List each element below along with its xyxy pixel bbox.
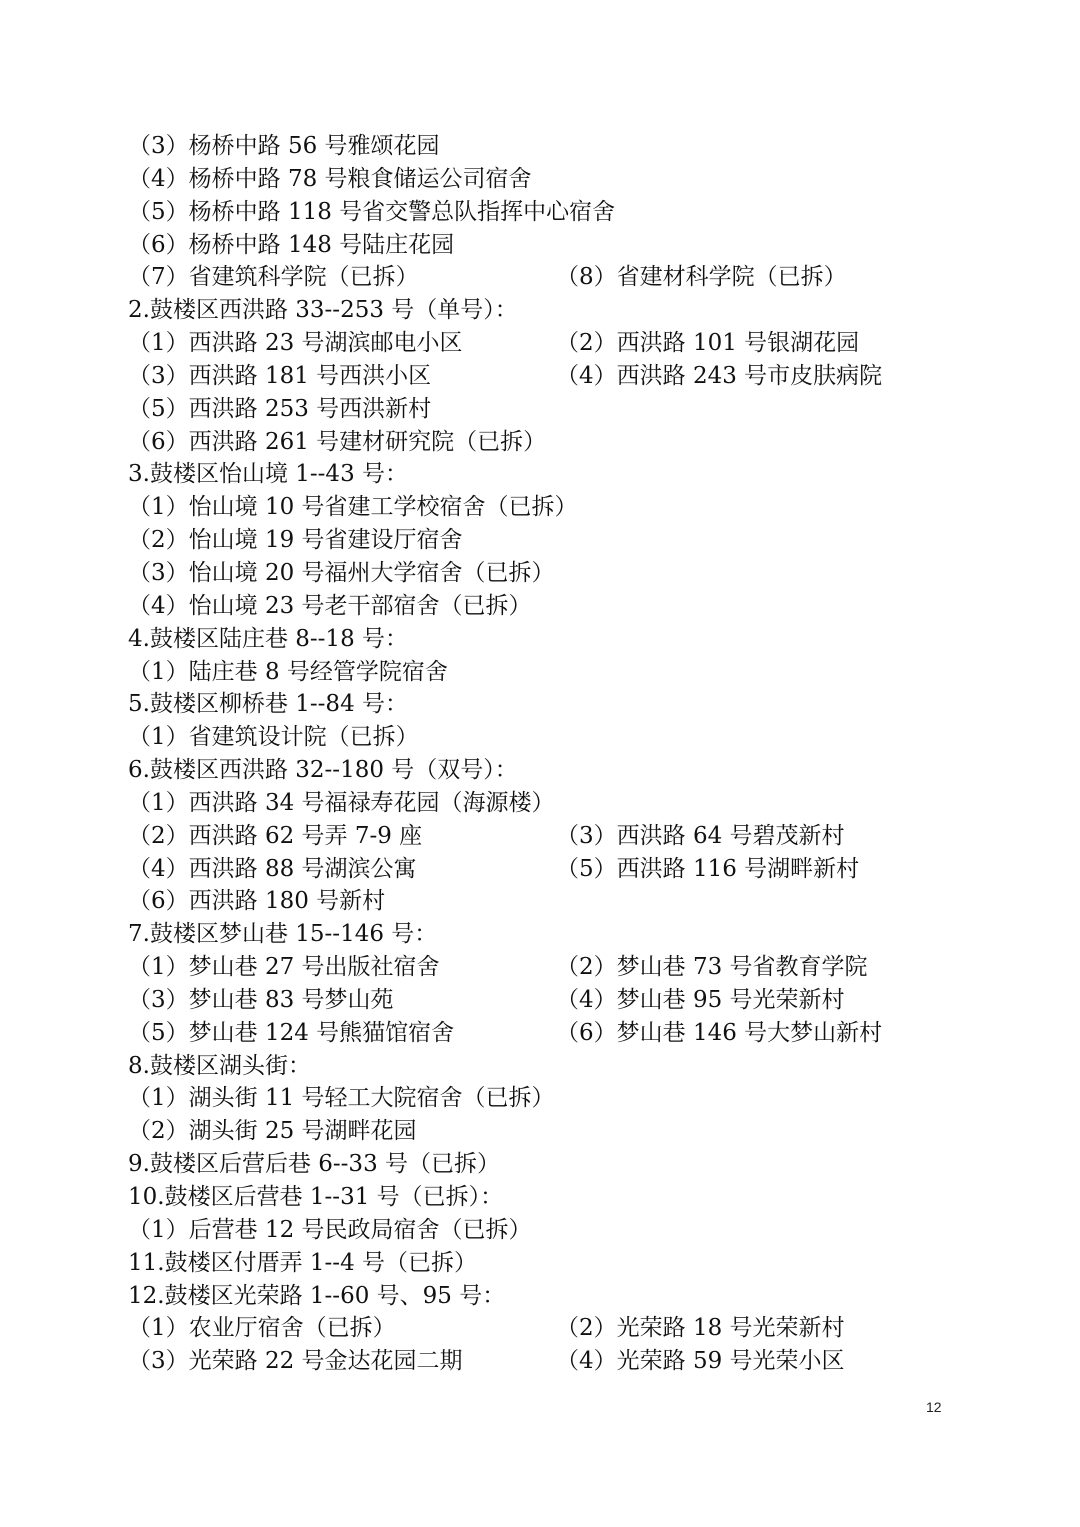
line-text: （1）后营巷 12 号民政局宿舍（已拆） bbox=[128, 1216, 532, 1243]
document-line bbox=[128, 656, 948, 689]
line-text-right-column: （4）西洪路 243 号市皮肤病院 bbox=[556, 362, 883, 389]
line-text: 2.鼓楼区西洪路 33--253 号（单号）： bbox=[128, 297, 518, 324]
line-text: 8.鼓楼区湖头街： bbox=[128, 1052, 311, 1079]
line-text: 12.鼓楼区光荣路 1--60 号、95 号： bbox=[128, 1282, 506, 1309]
document-line bbox=[128, 885, 948, 918]
document-line bbox=[128, 393, 948, 426]
document-line bbox=[128, 623, 948, 656]
line-text: 6.鼓楼区西洪路 32--180 号（双号）： bbox=[128, 757, 518, 784]
document-line bbox=[128, 754, 948, 787]
line-text-right-column: （5）西洪路 116 号湖畔新村 bbox=[556, 855, 860, 882]
document-line bbox=[128, 426, 948, 459]
document-line bbox=[128, 557, 948, 590]
line-text: （6）西洪路 180 号新村 bbox=[128, 888, 386, 915]
page-number: 12 bbox=[926, 1399, 942, 1415]
line-text: 11.鼓楼区付厝弄 1--4 号（已拆） bbox=[128, 1249, 478, 1276]
line-text: （7）省建筑科学院（已拆） bbox=[128, 264, 419, 291]
document-line bbox=[128, 1181, 948, 1214]
line-text: （3）怡山境 20 号福州大学宿舍（已拆） bbox=[128, 559, 555, 586]
document-line bbox=[128, 820, 948, 853]
document-line bbox=[128, 1148, 948, 1181]
line-text: （5）梦山巷 124 号熊猫馆宿舍 bbox=[128, 1019, 455, 1046]
line-text: （3）西洪路 181 号西洪小区 bbox=[128, 362, 432, 389]
document-line bbox=[128, 163, 948, 196]
document-line bbox=[128, 327, 948, 360]
document-line bbox=[128, 1345, 948, 1378]
document-line bbox=[128, 787, 948, 820]
line-text: （3）杨桥中路 56 号雅颂花园 bbox=[128, 133, 440, 159]
line-text-right-column: （2）梦山巷 73 号省教育学院 bbox=[556, 954, 868, 981]
line-text-right-column: （2）西洪路 101 号银湖花园 bbox=[556, 330, 860, 357]
document-line bbox=[128, 1115, 948, 1148]
document-line bbox=[128, 951, 948, 984]
line-text: （1）西洪路 34 号福禄寿花园（海源楼） bbox=[128, 789, 555, 816]
line-text: （1）陆庄巷 8 号经管学院宿舍 bbox=[128, 658, 448, 685]
line-text: 4.鼓楼区陆庄巷 8--18 号： bbox=[128, 625, 409, 652]
document-line bbox=[128, 1312, 948, 1345]
line-text: （5）杨桥中路 118 号省交警总队指挥中心宿舍 bbox=[128, 198, 616, 225]
document-line bbox=[128, 229, 948, 262]
document-line bbox=[128, 196, 948, 229]
document-line bbox=[128, 294, 948, 327]
line-text-right-column: （3）西洪路 64 号碧茂新村 bbox=[556, 822, 845, 849]
line-text: （2）西洪路 62 号弄 7-9 座 bbox=[128, 822, 423, 849]
line-text: 10.鼓楼区后营巷 1--31 号（已拆）： bbox=[128, 1184, 504, 1210]
line-text: （1）西洪路 23 号湖滨邮电小区 bbox=[128, 330, 463, 357]
document-line bbox=[128, 458, 948, 491]
document-line bbox=[128, 360, 948, 393]
document-line bbox=[128, 1214, 948, 1247]
line-text: （4）西洪路 88 号湖滨公寓 bbox=[128, 855, 417, 882]
line-text: （4）杨桥中路 78 号粮食储运公司宿舍 bbox=[128, 165, 532, 192]
line-text: 3.鼓楼区怡山境 1--43 号： bbox=[128, 461, 409, 488]
document-line bbox=[128, 1017, 948, 1050]
line-text-right-column: （6）梦山巷 146 号大梦山新村 bbox=[556, 1019, 883, 1046]
document-line bbox=[128, 261, 948, 294]
line-text: （5）西洪路 253 号西洪新村 bbox=[128, 395, 432, 422]
line-text-right-column: （4）光荣路 59 号光荣小区 bbox=[556, 1348, 845, 1375]
line-text: 5.鼓楼区柳桥巷 1--84 号： bbox=[128, 691, 409, 718]
document-line bbox=[128, 853, 948, 886]
line-text: （1）怡山境 10 号省建工学校宿舍（已拆） bbox=[128, 494, 578, 521]
line-text: （3）光荣路 22 号金达花园二期 bbox=[128, 1348, 463, 1375]
line-text: （1）梦山巷 27 号出版社宿舍 bbox=[128, 954, 440, 981]
line-text: 9.鼓楼区后营后巷 6--33 号（已拆） bbox=[128, 1151, 501, 1178]
document-line bbox=[128, 524, 948, 557]
line-text: （4）怡山境 23 号老干部宿舍（已拆） bbox=[128, 592, 532, 619]
document-line bbox=[128, 590, 948, 623]
document-line bbox=[128, 1050, 948, 1083]
line-text: （2）湖头街 25 号湖畔花园 bbox=[128, 1118, 417, 1145]
document-line bbox=[128, 130, 948, 163]
document-line bbox=[128, 1082, 948, 1115]
line-text: （1）湖头街 11 号轻工大院宿舍（已拆） bbox=[128, 1085, 555, 1112]
document-line bbox=[128, 984, 948, 1017]
document-line bbox=[128, 918, 948, 951]
line-text: （3）梦山巷 83 号梦山苑 bbox=[128, 986, 394, 1013]
line-text: （2）怡山境 19 号省建设厅宿舍 bbox=[128, 527, 463, 554]
document-line bbox=[128, 721, 948, 754]
line-text: （1）农业厅宿舍（已拆） bbox=[128, 1315, 396, 1342]
line-text-right-column: （8）省建材科学院（已拆） bbox=[556, 264, 847, 291]
document-line bbox=[128, 491, 948, 524]
line-text: （6）杨桥中路 148 号陆庄花园 bbox=[128, 231, 455, 258]
line-text-right-column: （4）梦山巷 95 号光荣新村 bbox=[556, 986, 845, 1013]
line-text-right-column: （2）光荣路 18 号光荣新村 bbox=[556, 1315, 845, 1342]
line-text: （6）西洪路 261 号建材研究院（已拆） bbox=[128, 428, 547, 455]
line-text: 7.鼓楼区梦山巷 15--146 号： bbox=[128, 921, 438, 948]
document-line bbox=[128, 1280, 948, 1313]
document-line bbox=[128, 688, 948, 721]
document-body bbox=[128, 130, 948, 1378]
document-line bbox=[128, 1247, 948, 1280]
line-text: （1）省建筑设计院（已拆） bbox=[128, 724, 419, 751]
